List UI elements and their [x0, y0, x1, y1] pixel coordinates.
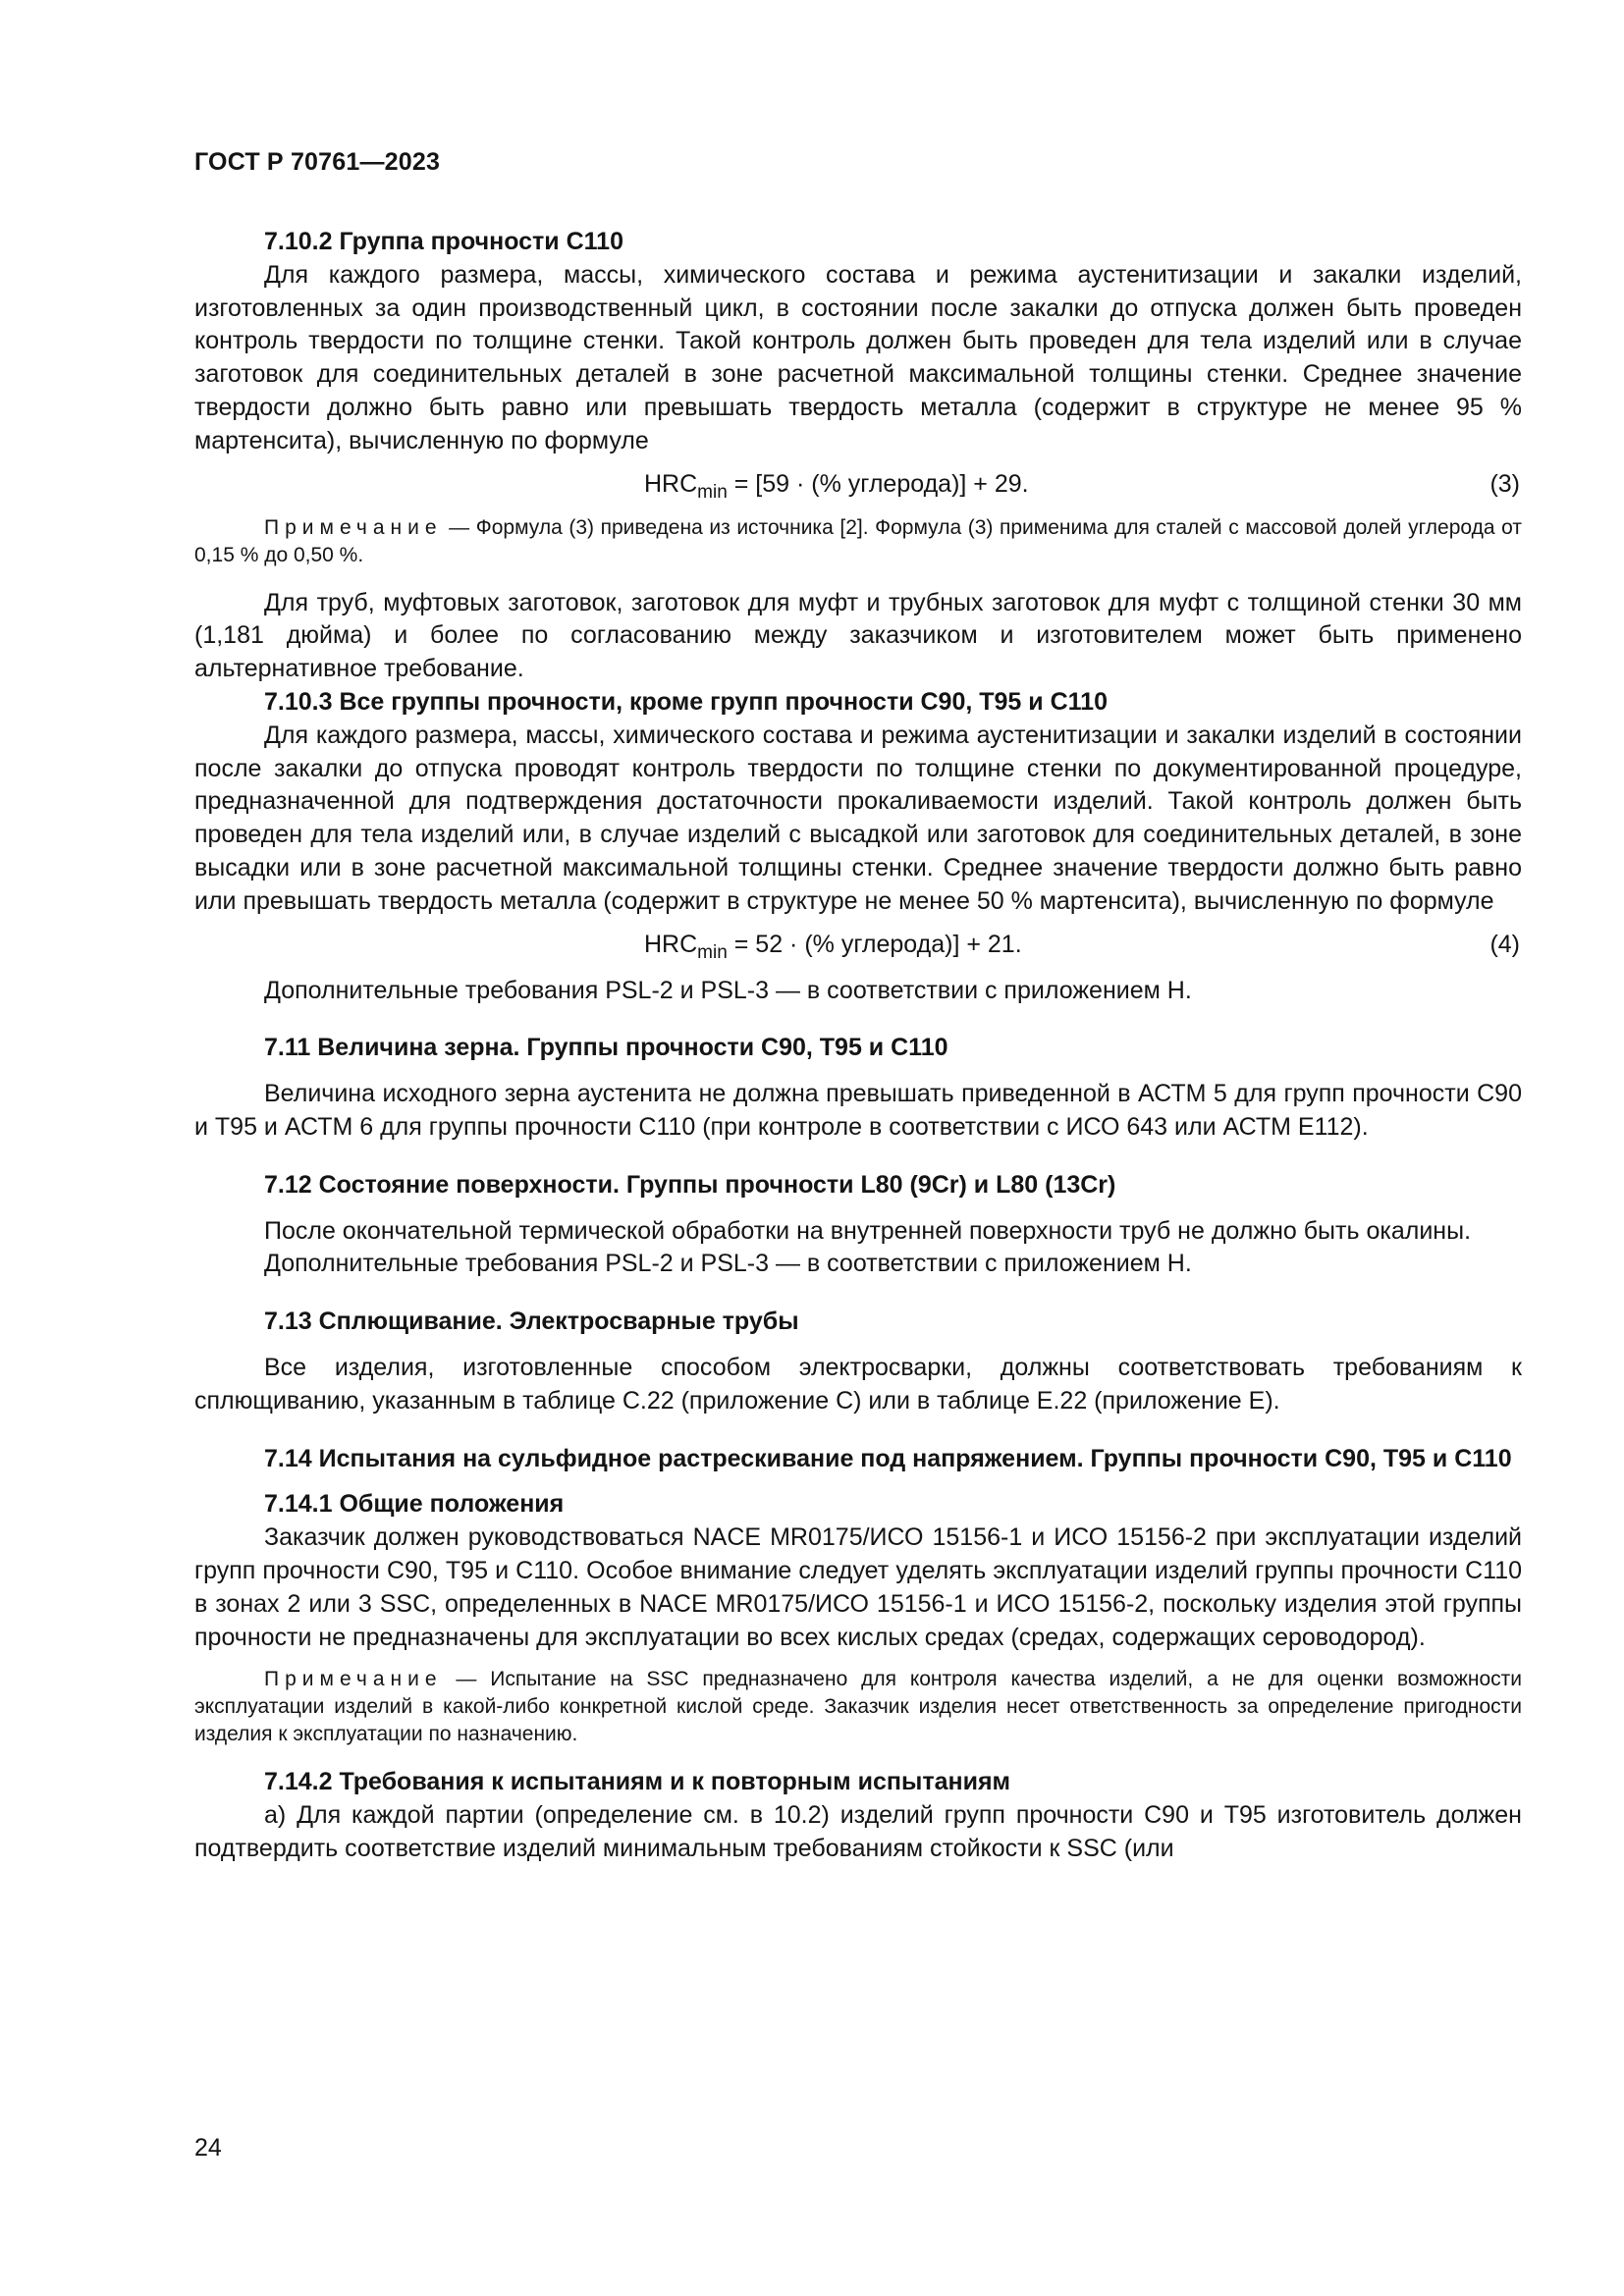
formula-3	[194, 464, 1522, 505]
formula-expression	[644, 925, 1022, 965]
note-text: — Формула (3) приведена из источника [2]. Формула (3) применима для сталей с массовой долей углерода от 0,15 % до 0,50 %.	[194, 515, 1522, 566]
section-heading-7-10-2: 7.10.2 Группа прочности С110	[264, 228, 623, 255]
paragraph: Величина исходного зерна аустенита не должна превышать приведенной в АСТМ 5 для групп прочности С90 и Т95 и АСТМ 6 для группы прочности С110 (при контроле в соответствии с ИСО 643 или АСТМ Е112).	[194, 1080, 1522, 1141]
note-label: Примечание	[264, 515, 443, 539]
section-heading-7-14: 7.14 Испытания на сульфидное растрескивание под напряжением. Группы прочности С90, Т95 и С110	[264, 1444, 1512, 1472]
paragraph: Дополнительные требования PSL-2 и PSL-3 — в соответствии с приложением Н.	[264, 976, 1192, 1004]
formula-number: (3)	[1489, 469, 1520, 498]
paragraph: После окончательной термической обработки на внутренней поверхности труб не должно быть окалины.	[264, 1216, 1472, 1245]
section-heading-7-10-3: 7.10.3 Все группы прочности, кроме групп прочности С90, Т95 и С110	[264, 687, 1108, 716]
document-header: ГОСТ Р 70761—2023	[194, 148, 441, 176]
note	[194, 1666, 1522, 1748]
section-heading-7-14-2: 7.14.2 Требования к испытаниям и к повторным испытаниям	[264, 1768, 1011, 1796]
paragraph: Для каждого размера, массы, химического состава и режима аустенитизации и закалки изделий в состоянии после закалки до отпуска проводят контроль твердости по толщине стенки по документированной процедуре, предназначенной для подтверждения достаточности прокаливаемости изделий. Такой контроль должен быть проведен для тела изделий или, в случае изделий с высадкой или заготовок для соединительных деталей, в зоне высадки или в зоне расчетной максимальной толщины стенки. Среднее значение твердости должно быть равно или превышать твердость металла (содержит в структуре не менее 50 % мартенсита), вычисленную по формуле	[194, 721, 1522, 915]
section-heading-7-13: 7.13 Сплющивание. Электросварные трубы	[264, 1308, 799, 1336]
formula-rest: = 52 · (% углерода)] + 21.	[727, 930, 1022, 958]
section-heading-7-11: 7.11 Величина зерна. Группы прочности С90, Т95 и С110	[264, 1034, 948, 1062]
formula-expression	[644, 464, 1029, 505]
page-number: 24	[194, 2134, 222, 2162]
formula-lead: HRC	[644, 469, 698, 498]
paragraph: а) Для каждой партии (определение см. в 10.2) изделий групп прочности С90 и Т95 изготовитель должен подтвердить соответствие изделий минимальным требованиям стойкости к SSC (или	[194, 1801, 1522, 1862]
document-body	[194, 226, 1522, 1866]
formula-subscript: min	[697, 941, 728, 963]
paragraph: Для труб, муфтовых заготовок, заготовок для муфт и трубных заготовок для муфт с толщиной стенки 30 мм (1,181 дюйма) и более по согласованию между заказчиком и изготовителем может быть применено альтернативное требование.	[194, 588, 1522, 683]
paragraph: Дополнительные требования PSL-2 и PSL-3 — в соответствии с приложением Н.	[264, 1250, 1192, 1278]
section-heading-7-14-1: 7.14.1 Общие положения	[264, 1490, 565, 1519]
section-heading-7-12: 7.12 Состояние поверхности. Группы прочности L80 (9Cr) и L80 (13Cr)	[264, 1170, 1116, 1199]
note	[194, 514, 1522, 569]
note-label: Примечание	[264, 1668, 443, 1691]
formula-number: (4)	[1489, 930, 1520, 958]
formula-subscript: min	[697, 481, 728, 503]
note-text: — Испытание на SSC предназначено для контроля качества изделий, а не для оценки возможности эксплуатации изделий в какой-либо конкретной кислой среде. Заказчик изделия несет ответственность за определение пригодности изделия к эксплуатации по назначению.	[194, 1668, 1522, 1746]
formula-4	[194, 925, 1522, 965]
paragraph: Заказчик должен руководствоваться NACE MR0175/ИСО 15156-1 и ИСО 15156-2 при эксплуатации изделий групп прочности С90, Т95 и С110. Особое внимание следует уделять эксплуатации изделий группы прочности С110 в зонах 2 или 3 SSC, определенных в NACE MR0175/ИСО 15156-1 и ИСО 15156-2, поскольку изделия этой группы прочности не предназначены для эксплуатации во всех кислых средах (средах, содержащих сероводород).	[194, 1523, 1522, 1651]
paragraph: Все изделия, изготовленные способом электросварки, должны соответствовать требованиям к сплющиванию, указанным в таблице С.22 (приложение С) или в таблице Е.22 (приложение Е).	[194, 1353, 1522, 1415]
paragraph: Для каждого размера, массы, химического состава и режима аустенитизации и закалки изделий, изготовленных за один производственный цикл, в состоянии после закалки до отпуска должен быть проведен контроль твердости по толщине стенки. Такой контроль должен быть проведен для тела изделий или в случае заготовок для соединительных деталей в зоне расчетной максимальной толщины стенки. Среднее значение твердости должно быть равно или превышать твердость металла (содержит в структуре не менее 95 % мартенсита), вычисленную по формуле	[194, 260, 1522, 454]
formula-rest: = [59 · (% углерода)] + 29.	[727, 469, 1029, 498]
formula-lead: HRC	[644, 930, 698, 958]
